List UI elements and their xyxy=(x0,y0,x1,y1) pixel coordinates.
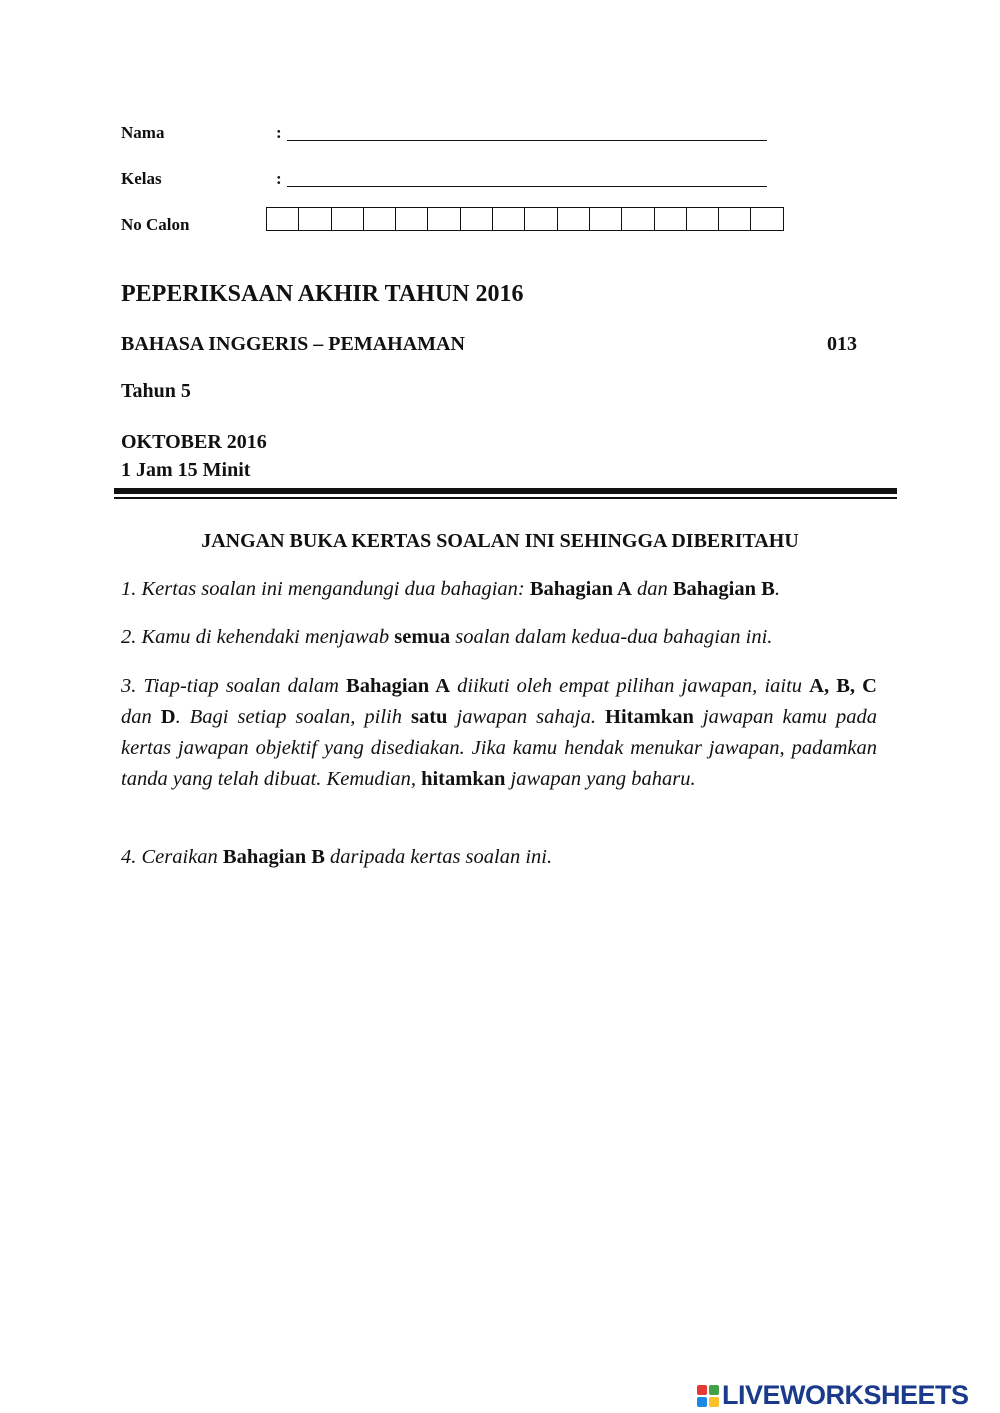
candidate-label: No Calon xyxy=(121,215,190,234)
exam-title: PEPERIKSAAN AKHIR TAHUN 2016 xyxy=(121,281,524,307)
candidate-digit-box[interactable] xyxy=(460,207,493,231)
instr3-text-4: . Bagi setiap soalan, pilih xyxy=(175,706,411,728)
instruction-1 xyxy=(121,574,877,605)
paper-code: 013 xyxy=(827,333,857,355)
class-colon: : xyxy=(276,169,282,188)
exam-duration: 1 Jam 15 Minit xyxy=(121,459,251,481)
logo-square xyxy=(697,1385,707,1395)
instruction-2 xyxy=(121,622,877,653)
instr1-bold-2: Bahagian B xyxy=(672,578,775,600)
candidate-digit-box[interactable] xyxy=(331,207,364,231)
divider-thick xyxy=(114,488,897,494)
instr3-text-7: jawapan yang baharu. xyxy=(505,768,696,790)
candidate-digit-box[interactable] xyxy=(524,207,557,231)
instr3-bold-1: Bahagian A xyxy=(346,675,451,697)
instr3-bold-2: A, B, C xyxy=(809,675,877,697)
candidate-digit-box[interactable] xyxy=(395,207,428,231)
class-label: Kelas xyxy=(121,169,162,188)
instr4-text-2: daripada kertas soalan ini. xyxy=(324,846,553,868)
logo-square xyxy=(697,1397,707,1407)
logo-square xyxy=(709,1385,719,1395)
instruction-4 xyxy=(121,842,877,873)
instr1-text-3: . xyxy=(774,578,780,600)
name-label: Nama xyxy=(121,123,165,142)
instr3-bold-6: hitamkan xyxy=(421,768,506,790)
candidate-digit-box[interactable] xyxy=(718,207,751,231)
exam-month: OKTOBER 2016 xyxy=(121,431,267,453)
instr3-bold-4: satu xyxy=(411,706,448,728)
class-input-line[interactable] xyxy=(287,186,767,187)
candidate-digit-box[interactable] xyxy=(492,207,525,231)
instr3-text-2: diikuti oleh empat pilihan jawapan, iaitu xyxy=(450,675,810,697)
instr3-text-3: dan xyxy=(121,706,161,728)
year-level: Tahun 5 xyxy=(121,380,191,402)
candidate-digit-box[interactable] xyxy=(621,207,654,231)
instr3-text-1: 3. Tiap-tiap soalan dalam xyxy=(121,675,347,697)
instr3-text-5: jawapan sahaja. xyxy=(447,706,605,728)
candidate-digit-box[interactable] xyxy=(686,207,719,231)
instr4-bold-1: Bahagian B xyxy=(222,846,325,868)
candidate-digit-box[interactable] xyxy=(589,207,622,231)
instr3-bold-3: D xyxy=(160,706,176,728)
instr1-text-1: 1. Kertas soalan ini mengandungi dua bahagian: xyxy=(121,578,530,600)
instr1-text-2: dan xyxy=(631,578,673,600)
candidate-digit-box[interactable] xyxy=(363,207,396,231)
candidate-digit-box[interactable] xyxy=(654,207,687,231)
subject-name: BAHASA INGGERIS – PEMAHAMAN xyxy=(121,333,465,355)
name-input-line[interactable] xyxy=(287,140,767,141)
instr3-bold-5: Hitamkan xyxy=(605,706,694,728)
instruction-3 xyxy=(121,671,877,795)
exam-date-block xyxy=(121,428,267,484)
logo-square xyxy=(709,1397,719,1407)
candidate-digit-box[interactable] xyxy=(266,207,299,231)
do-not-open-warning: JANGAN BUKA KERTAS SOALAN INI SEHINGGA DIBERITAHU xyxy=(201,530,799,552)
candidate-number-boxes xyxy=(266,207,784,231)
instr2-bold-1: semua xyxy=(394,626,451,648)
candidate-digit-box[interactable] xyxy=(557,207,590,231)
candidate-digit-box[interactable] xyxy=(427,207,460,231)
divider-thin xyxy=(114,497,897,499)
name-colon: : xyxy=(276,123,282,142)
instr4-text-1: 4. Ceraikan xyxy=(121,846,223,868)
instr2-text-2: soalan dalam kedua-dua bahagian ini. xyxy=(450,626,773,648)
candidate-digit-box[interactable] xyxy=(298,207,331,231)
instr2-text-1: 2. Kamu di kehendaki menjawab xyxy=(121,626,395,648)
liveworksheets-logo-icon xyxy=(697,1385,719,1407)
candidate-digit-box[interactable] xyxy=(750,207,783,231)
instr1-bold-1: Bahagian A xyxy=(529,578,632,600)
liveworksheets-logo-text: LIVEWORKSHEETS xyxy=(722,1380,969,1410)
instr3-text-6: jawapan kamu pada kertas jawapan objektif yang disediakan. Jika kamu hendak menukar jawapan, padamkan tanda yang telah dibuat. Kemudian, xyxy=(121,706,877,790)
liveworksheets-watermark[interactable] xyxy=(697,1380,969,1411)
